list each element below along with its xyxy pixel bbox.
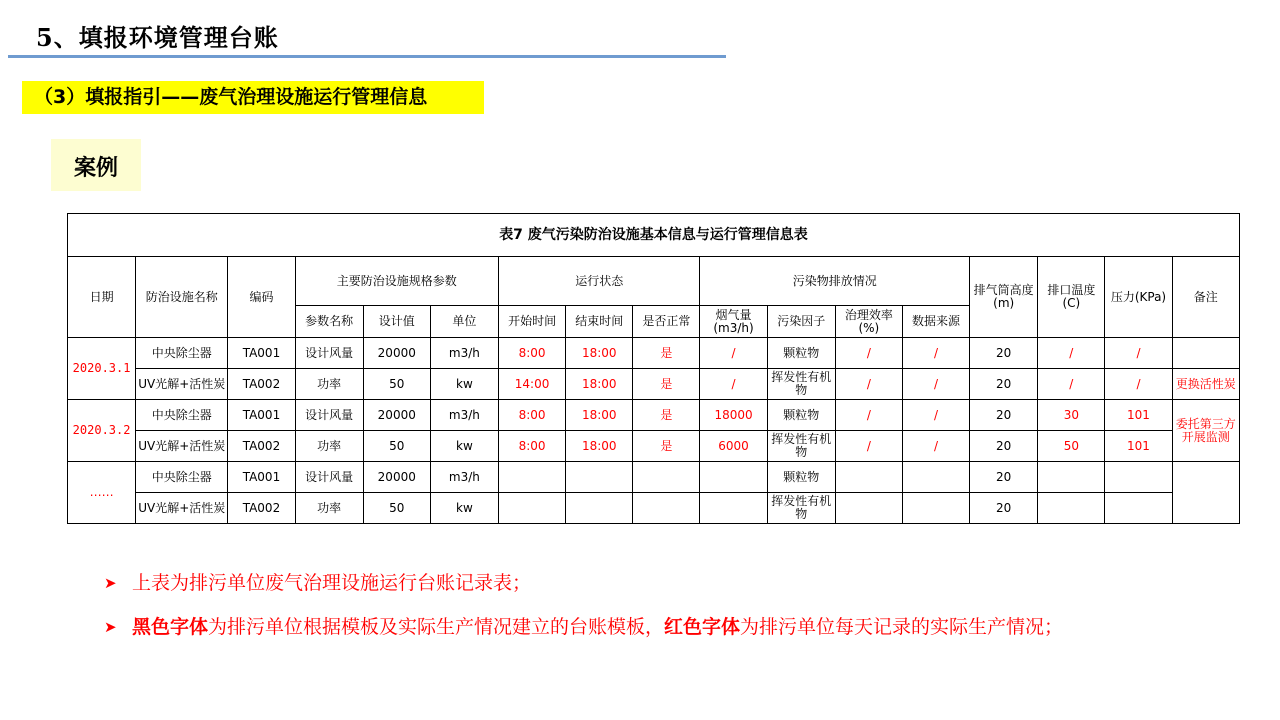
cell-unit: kw (430, 431, 498, 462)
cell-remark: 更换活性炭 (1172, 369, 1239, 400)
cell-temp: / (1038, 369, 1105, 400)
cell-height: 20 (970, 431, 1038, 462)
case-label: 案例 (51, 139, 141, 191)
cell-start: 14:00 (499, 369, 566, 400)
cell-unit: m3/h (430, 400, 498, 431)
title-divider (8, 55, 726, 58)
cell-normal: 是 (633, 369, 700, 400)
cell-temp: 30 (1038, 400, 1105, 431)
cell-design: 20000 (363, 400, 430, 431)
cell-pollutant: 颗粒物 (767, 338, 835, 369)
cell-code: TA001 (228, 338, 295, 369)
cell-pressure: / (1105, 338, 1172, 369)
header-unit: 单位 (430, 306, 498, 338)
cell-source: / (902, 338, 969, 369)
cell-code: TA001 (228, 462, 295, 493)
note-bold-black-label: 黑色字体 (132, 616, 209, 638)
cell-gas: 18000 (700, 400, 767, 431)
cell-gas: 6000 (700, 431, 767, 462)
cell-design: 50 (363, 493, 430, 524)
header-efficiency: 治理效率(%) (835, 306, 902, 338)
header-pressure: 压力(KPa) (1105, 257, 1172, 338)
cell-normal: 是 (633, 338, 700, 369)
note-item (104, 570, 1063, 596)
cell-unit: kw (430, 369, 498, 400)
cell-start: 8:00 (499, 431, 566, 462)
cell-start (499, 462, 566, 493)
row-date: 2020.3.2 (68, 400, 136, 462)
cell-pressure: 101 (1105, 431, 1172, 462)
cell-end: 18:00 (566, 369, 633, 400)
cell-height: 20 (970, 369, 1038, 400)
header-status-group: 运行状态 (499, 257, 700, 306)
header-spec-group: 主要防治设施规格参数 (295, 257, 498, 306)
note-text: 上表为排污单位废气治理设施运行台账记录表； (132, 572, 532, 594)
cell-pressure: 101 (1105, 400, 1172, 431)
header-gas-volume: 烟气量(m3/h) (700, 306, 767, 338)
note-item (104, 614, 1063, 640)
notes-list (104, 570, 1063, 658)
note-text: 为排污单位每天记录的实际生产情况； (740, 616, 1064, 638)
cell-end: 18:00 (566, 431, 633, 462)
ledger-table (67, 213, 1240, 524)
header-param-name: 参数名称 (295, 306, 363, 338)
cell-height: 20 (970, 338, 1038, 369)
ledger-table-container (67, 213, 1240, 524)
cell-pollutant: 颗粒物 (767, 462, 835, 493)
cell-param: 功率 (295, 493, 363, 524)
cell-facility-name: UV光解+活性炭 (136, 431, 228, 462)
header-code: 编码 (228, 257, 295, 338)
cell-source (902, 462, 969, 493)
cell-temp (1038, 462, 1105, 493)
cell-start: 8:00 (499, 338, 566, 369)
cell-design: 20000 (363, 338, 430, 369)
header-emission-group: 污染物排放情况 (700, 257, 970, 306)
cell-unit: kw (430, 493, 498, 524)
cell-facility-name: UV光解+活性炭 (136, 493, 228, 524)
header-date: 日期 (68, 257, 136, 338)
row-date: 2020.3.1 (68, 338, 136, 400)
cell-pollutant: 挥发性有机物 (767, 369, 835, 400)
cell-temp: / (1038, 338, 1105, 369)
cell-param: 设计风量 (295, 462, 363, 493)
cell-param: 设计风量 (295, 400, 363, 431)
cell-source: / (902, 431, 969, 462)
header-remarks: 备注 (1172, 257, 1239, 338)
header-end-time: 结束时间 (566, 306, 633, 338)
cell-normal: 是 (633, 400, 700, 431)
cell-height: 20 (970, 400, 1038, 431)
cell-normal (633, 493, 700, 524)
cell-gas (700, 462, 767, 493)
cell-start (499, 493, 566, 524)
header-is-normal: 是否正常 (633, 306, 700, 338)
cell-design: 50 (363, 369, 430, 400)
cell-gas: / (700, 369, 767, 400)
cell-temp (1038, 493, 1105, 524)
cell-efficiency (835, 462, 902, 493)
cell-normal: 是 (633, 431, 700, 462)
cell-remark: 委托第三方开展监测 (1172, 400, 1239, 462)
cell-pressure: / (1105, 369, 1172, 400)
cell-design: 50 (363, 431, 430, 462)
table-row (68, 462, 1240, 493)
cell-source: / (902, 369, 969, 400)
cell-pollutant: 挥发性有机物 (767, 431, 835, 462)
header-facility-name: 防治设施名称 (136, 257, 228, 338)
cell-pressure (1105, 462, 1172, 493)
section-heading: （3）填报指引——废气治理设施运行管理信息 (22, 81, 484, 114)
cell-facility-name: 中央除尘器 (136, 462, 228, 493)
cell-remark (1172, 462, 1239, 524)
note-bold-red-label: 红色字体 (664, 616, 741, 638)
cell-param: 设计风量 (295, 338, 363, 369)
cell-end (566, 462, 633, 493)
cell-source (902, 493, 969, 524)
cell-code: TA002 (228, 431, 295, 462)
table-row (68, 431, 1240, 462)
cell-code: TA002 (228, 493, 295, 524)
table-caption: 表7 废气污染防治设施基本信息与运行管理信息表 (68, 214, 1240, 257)
cell-end (566, 493, 633, 524)
cell-unit: m3/h (430, 338, 498, 369)
note-text: 为排污单位根据模板及实际生产情况建立的台账模板， (208, 616, 665, 638)
cell-facility-name: 中央除尘器 (136, 400, 228, 431)
cell-start: 8:00 (499, 400, 566, 431)
header-stack-height: 排气筒高度(m) (970, 257, 1038, 338)
header-data-source: 数据来源 (902, 306, 969, 338)
arrow-bullet-icon: ➤ (104, 618, 117, 636)
cell-height: 20 (970, 493, 1038, 524)
cell-code: TA001 (228, 400, 295, 431)
cell-normal (633, 462, 700, 493)
arrow-bullet-icon: ➤ (104, 574, 117, 592)
cell-param: 功率 (295, 431, 363, 462)
table-row (68, 400, 1240, 431)
cell-pollutant: 颗粒物 (767, 400, 835, 431)
cell-gas: / (700, 338, 767, 369)
cell-param: 功率 (295, 369, 363, 400)
header-outlet-temp: 排口温度(C) (1038, 257, 1105, 338)
cell-gas (700, 493, 767, 524)
cell-efficiency: / (835, 400, 902, 431)
cell-end: 18:00 (566, 400, 633, 431)
cell-efficiency: / (835, 338, 902, 369)
cell-code: TA002 (228, 369, 295, 400)
header-start-time: 开始时间 (499, 306, 566, 338)
cell-source: / (902, 400, 969, 431)
cell-remark (1172, 338, 1239, 369)
cell-efficiency: / (835, 369, 902, 400)
header-pollutant: 污染因子 (767, 306, 835, 338)
table-row (68, 338, 1240, 369)
cell-pressure (1105, 493, 1172, 524)
header-design-value: 设计值 (363, 306, 430, 338)
table-row (68, 369, 1240, 400)
table-row (68, 493, 1240, 524)
cell-pollutant: 挥发性有机物 (767, 493, 835, 524)
cell-efficiency: / (835, 431, 902, 462)
cell-temp: 50 (1038, 431, 1105, 462)
cell-end: 18:00 (566, 338, 633, 369)
cell-facility-name: UV光解+活性炭 (136, 369, 228, 400)
cell-design: 20000 (363, 462, 430, 493)
row-date: …… (68, 462, 136, 524)
cell-efficiency (835, 493, 902, 524)
slide-title: 5、填报环境管理台账 (36, 23, 279, 52)
cell-unit: m3/h (430, 462, 498, 493)
cell-height: 20 (970, 462, 1038, 493)
cell-facility-name: 中央除尘器 (136, 338, 228, 369)
